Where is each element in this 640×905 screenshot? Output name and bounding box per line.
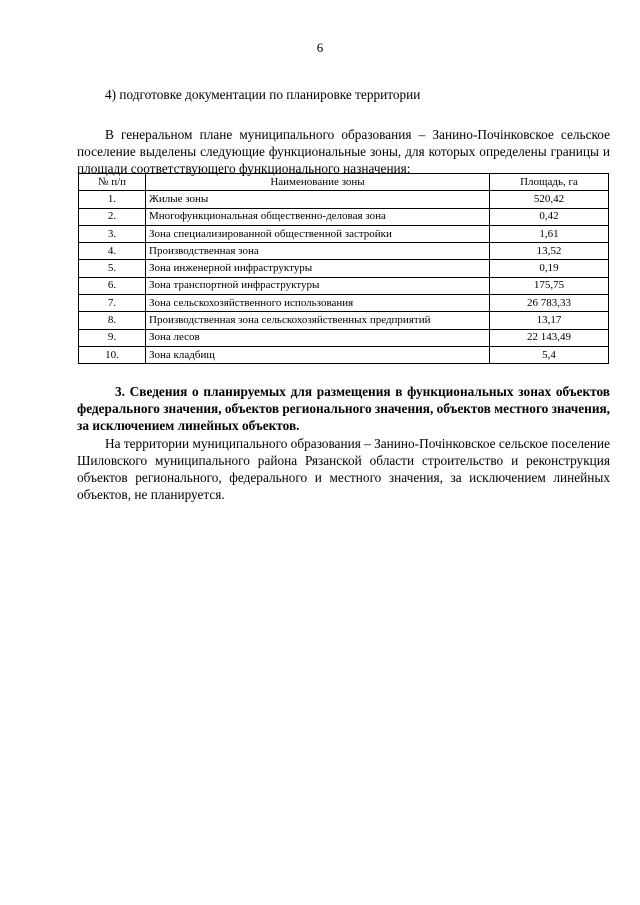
row-name: Производственная зона xyxy=(146,243,490,260)
row-name: Зона сельскохозяйственного использования xyxy=(146,295,490,312)
header-area: Площадь, га xyxy=(490,174,609,191)
table-row xyxy=(79,329,609,346)
header-name: Наименование зоны xyxy=(146,174,490,191)
row-name: Жилые зоны xyxy=(146,191,490,208)
row-num: 1. xyxy=(79,191,146,208)
list-item-4: 4) подготовке документации по планировке территории xyxy=(105,87,421,102)
header-num: № п/п xyxy=(79,174,146,191)
row-num: 4. xyxy=(79,243,146,260)
row-area: 175,75 xyxy=(490,277,609,294)
row-num: 2. xyxy=(79,208,146,225)
zones-table xyxy=(78,173,609,364)
row-name: Многофункциональная общественно-деловая зона xyxy=(146,208,490,225)
row-area: 1,61 xyxy=(490,225,609,242)
row-area: 22 143,49 xyxy=(490,329,609,346)
row-num: 5. xyxy=(79,260,146,277)
table-row xyxy=(79,225,609,242)
table-row xyxy=(79,243,609,260)
section-paragraph: На территории муниципального образования – Занино-Почінковское сельское поселение Шиловского муниципального района Рязанской области строительство и реконструкция объектов регионального, федерального и местного значения, за исключением линейных объектов, не планируется. xyxy=(77,436,610,502)
section-heading: 3. Сведения о планируемых для размещения в функциональных зонах объектов федерального значения, объектов регионального значения, объектов местного значения, за исключением линейных объектов. xyxy=(77,384,610,433)
row-name: Производственная зона сельскохозяйственных предприятий xyxy=(146,312,490,329)
row-name: Зона инженерной инфраструктуры xyxy=(146,260,490,277)
table-row xyxy=(79,260,609,277)
row-num: 6. xyxy=(79,277,146,294)
row-num: 3. xyxy=(79,225,146,242)
row-name: Зона лесов xyxy=(146,329,490,346)
table-row xyxy=(79,208,609,225)
row-area: 5,4 xyxy=(490,346,609,363)
row-name: Зона специализированной общественной застройки xyxy=(146,225,490,242)
table-header-row xyxy=(79,174,609,191)
table-row xyxy=(79,312,609,329)
intro-paragraph: В генеральном плане муниципального образования – Занино-Почінковское сельское поселение выделены следующие функциональные зоны, для которых определены границы и площади соответствующего функционального назначения: xyxy=(77,127,610,176)
row-area: 0,42 xyxy=(490,208,609,225)
row-area: 13,52 xyxy=(490,243,609,260)
table-row xyxy=(79,191,609,208)
table-row xyxy=(79,295,609,312)
row-num: 9. xyxy=(79,329,146,346)
row-area: 26 783,33 xyxy=(490,295,609,312)
page-number: 6 xyxy=(316,40,324,55)
row-num: 7. xyxy=(79,295,146,312)
table-row xyxy=(79,277,609,294)
row-num: 10. xyxy=(79,346,146,363)
row-num: 8. xyxy=(79,312,146,329)
row-area: 13,17 xyxy=(490,312,609,329)
row-name: Зона кладбищ xyxy=(146,346,490,363)
table-row xyxy=(79,346,609,363)
row-name: Зона транспортной инфраструктуры xyxy=(146,277,490,294)
row-area: 520,42 xyxy=(490,191,609,208)
row-area: 0,19 xyxy=(490,260,609,277)
